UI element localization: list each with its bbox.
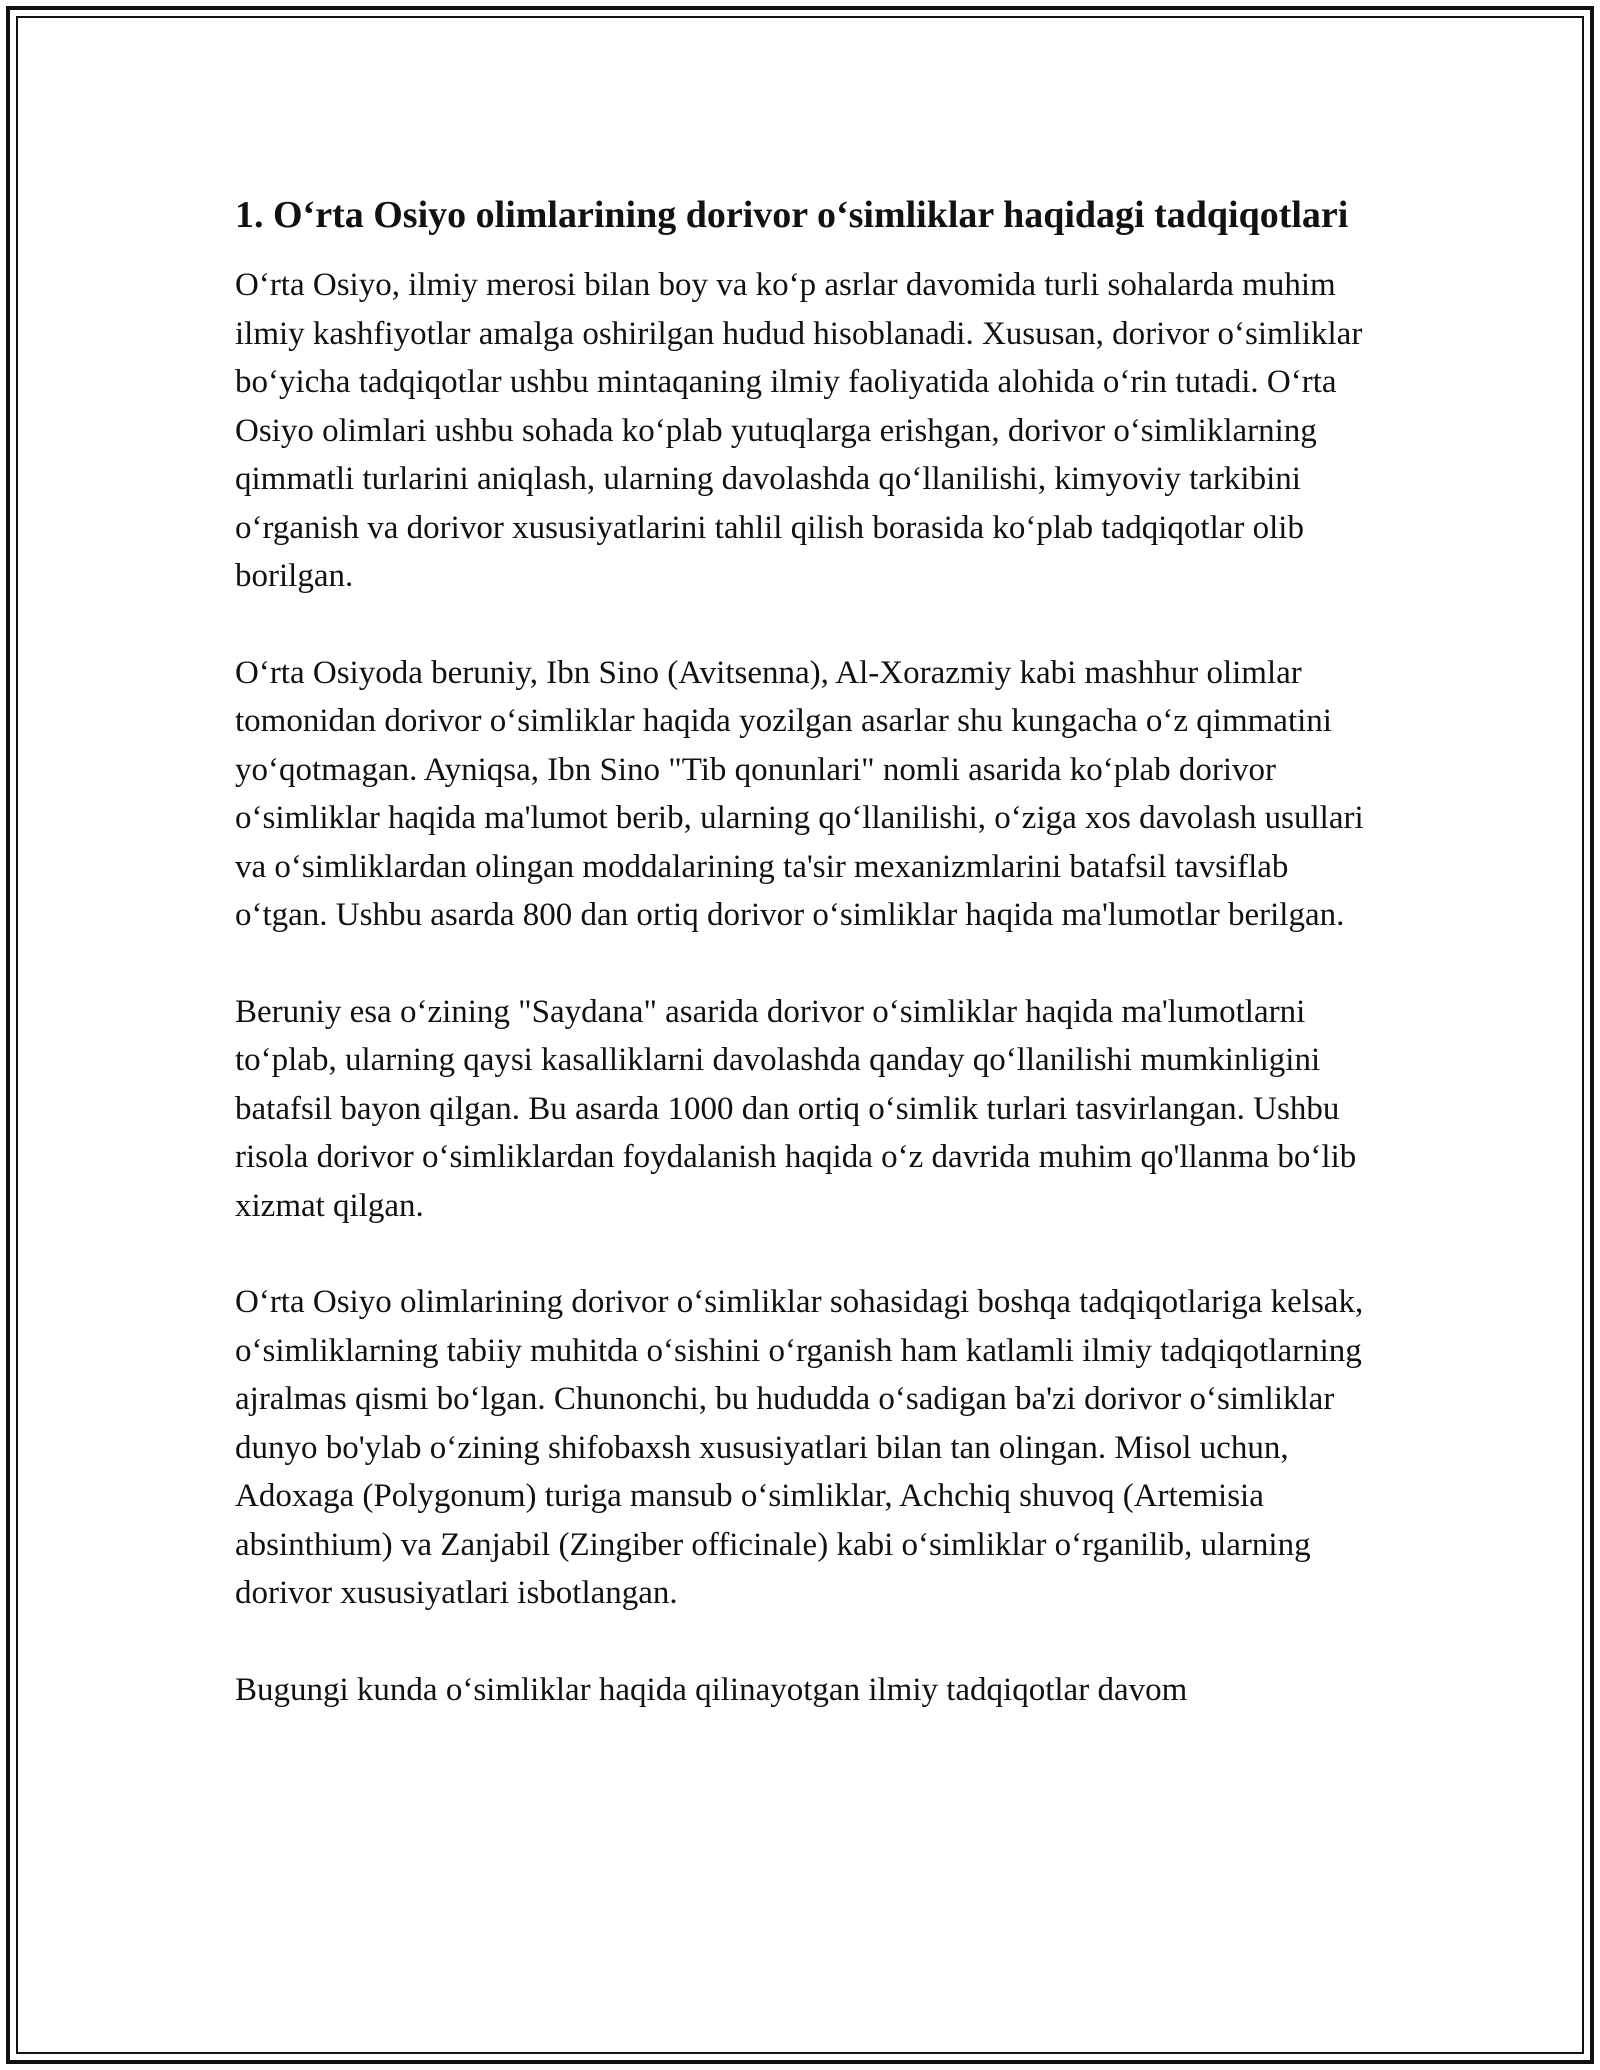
paragraph-1: O‘rta Osiyo, ilmiy merosi bilan boy va ko‘p asrlar davomida turli sohalarda muhim ilmiy kashfiyotlar amalga oshirilgan hudud hisoblanadi. Xususan, dorivor o‘simliklar bo‘yicha tadqiqotlar ushbu mintaqaning ilmiy faoliyatida alohida o‘rin tutadi. O‘rta Osiyo olimlari ushbu sohada ko‘plab yutuqlarga erishgan, dorivor o‘simliklarning qimmatli turlarini aniqlash, ularning davolashda qo‘llanilishi, kimyoviy tarkibini o‘rganish va dorivor xususiyatlarini tahlil qilish borasida ko‘plab tadqiqotlar olib borilgan. [235,267,1363,594]
document-body [235,188,1375,1762]
paragraph-2: O‘rta Osiyoda beruniy, Ibn Sino (Avitsenna), Al-Xorazmiy kabi mashhur olimlar tomonidan dorivor o‘simliklar haqida yozilgan asarlar shu kungacha o‘z qimmatini yo‘qotmagan. Ayniqsa, Ibn Sino "Tib qonunlari" nomli asarida ko‘plab dorivor o‘simliklar haqida ma'lumot berib, ularning qo‘llanilishi, o‘ziga xos davolash usullari va o‘simliklardan olingan moddalarining ta'sir mexanizmlarini batafsil tavsiflab o‘tgan. Ushbu asarda 800 dan ortiq dorivor o‘simliklar haqida ma'lumotlar berilgan. [235,654,1364,933]
paragraph-3: Beruniy esa o‘zining "Saydana" asarida dorivor o‘simliklar haqida ma'lumotlarni to‘plab, ularning qaysi kasalliklarni davolashda qanday qo‘llanilishi mumkinligini batafsil bayon qilgan. Bu asarda 1000 dan ortiq o‘simlik turlari tasvirlangan. Ushbu risola dorivor o‘simliklardan foydalanish haqida o‘z davrida muhim qo'llanma bo‘lib xizmat qilgan. [235,993,1357,1224]
section-heading: 1. O‘rta Osiyo olimlarining dorivor o‘simliklar haqidagi tadqiqotlari [235,194,1349,236]
paragraph-4: O‘rta Osiyo olimlarining dorivor o‘simliklar sohasidagi boshqa tadqiqotlariga kelsak, o‘simliklarning tabiiy muhitda o‘sishini o‘rganish ham katlamli ilmiy tadqiqotlarning ajralmas qismi bo‘lgan. Chunonchi, bu hududda o‘sadigan ba'zi dorivor o‘simliklar dunyo bo'ylab o‘zining shifobaxsh xususiyatlari bilan tan olingan. Misol uchun, Adoxaga (Polygonum) turiga mansub o‘simliklar, Achchiq shuvoq (Artemisia absinthium) va Zanjabil (Zingiber officinale) kabi o‘simliklar o‘rganilib, ularning dorivor xususiyatlari isbotlangan. [235,1284,1364,1611]
paragraph-5: Bugungi kunda o‘simliklar haqida qilinayotgan ilmiy tadqiqotlar davom [235,1671,1188,1708]
